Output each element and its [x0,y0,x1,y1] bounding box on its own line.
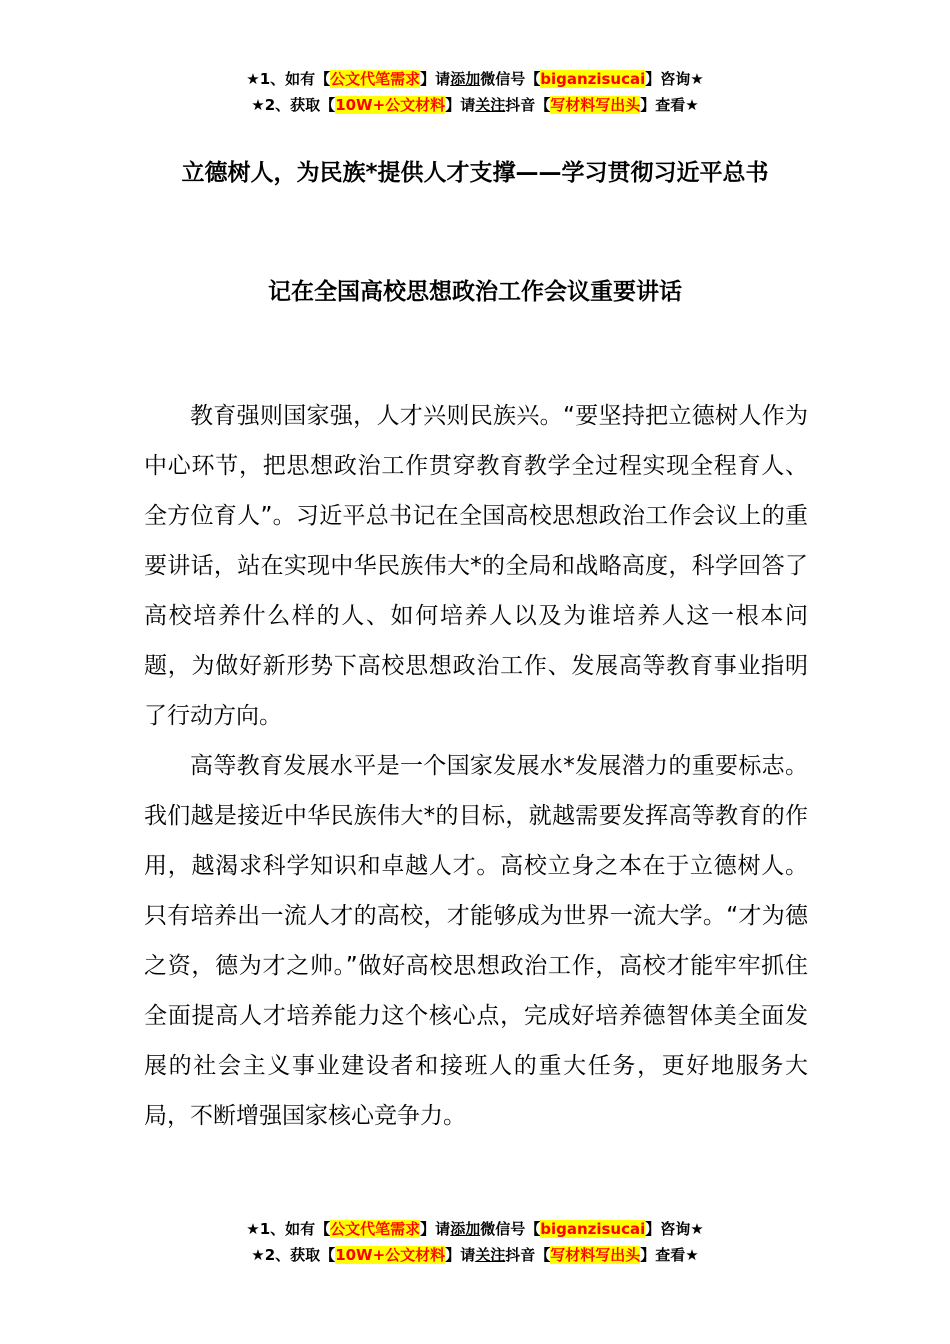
footer-highlight-douyin-account: 写材料写出头 [550,1246,641,1264]
footer-underline-add: 添加 [450,1220,481,1238]
highlight-douyin-account: 写材料写出头 [550,96,641,114]
paragraph-1: 教育强则国家强，人才兴则民族兴。“要坚持把立德树人作为中心环节，把思想政治工作贯穿教育教学全过程实现全程育人、全方位育人”。习近平总书记在全国高校思想政治工作会议上的重要讲话，站在实现中华民族伟大*的全局和战略高度，科学回答了高校培养什么样的人、如何培养人以及为谁培养人这一根本问题，为做好新形势下高校思想政治工作、发展高等教育事业指明了行动方向。 [144,403,808,729]
footer-line-1: ★1、如有【公文代笔需求】请添加微信号【biganzisucai】咨询★ [246,1220,704,1238]
footer-line-2: ★2、获取【10W+公文材料】请关注抖音【写材料写出头】查看★ [251,1246,699,1264]
footer-underline-follow: 关注 [475,1246,506,1264]
banner-line-2: ★2、获取【10W+公文材料】请关注抖音【写材料写出头】查看★ [251,96,699,114]
footer-highlight-wechat-id: biganzisucai [540,1220,646,1238]
footer-banner [0,1216,950,1268]
document-title-line-2: 记在全国高校思想政治工作会议重要讲话 [268,279,682,305]
paragraph-2: 高等教育发展水平是一个国家发展水*发展潜力的重要标志。我们越是接近中华民族伟大*的目标，就越需要发挥高等教育的作用，越渴求科学知识和卓越人才。高校立身之本在于立德树人。只有培养出一流人才的高校，才能够成为世界一流大学。“才为德之资，德为才之帅。”做好高校思想政治工作，高校才能牢牢抓住全面提高人才培养能力这个核心点，完成好培养德智体美全面发展的社会主义事业建设者和接班人的重大任务，更好地服务大局，不断增强国家核心竞争力。 [144,753,808,1129]
header-banner [0,66,950,118]
underline-follow: 关注 [475,96,506,114]
underline-add: 添加 [450,70,481,88]
highlight-service: 公文代笔需求 [330,70,421,88]
footer-highlight-materials: 10W+公文材料 [335,1246,446,1264]
document-body [144,391,808,1141]
document-title-line-1: 立德树人，为民族*提供人才支撑——学习贯彻习近平总书 [181,160,769,186]
highlight-wechat-id: biganzisucai [540,70,646,88]
footer-highlight-service: 公文代笔需求 [330,1220,421,1238]
highlight-materials: 10W+公文材料 [335,96,446,114]
banner-line-1: ★1、如有【公文代笔需求】请添加微信号【biganzisucai】咨询★ [246,70,704,88]
